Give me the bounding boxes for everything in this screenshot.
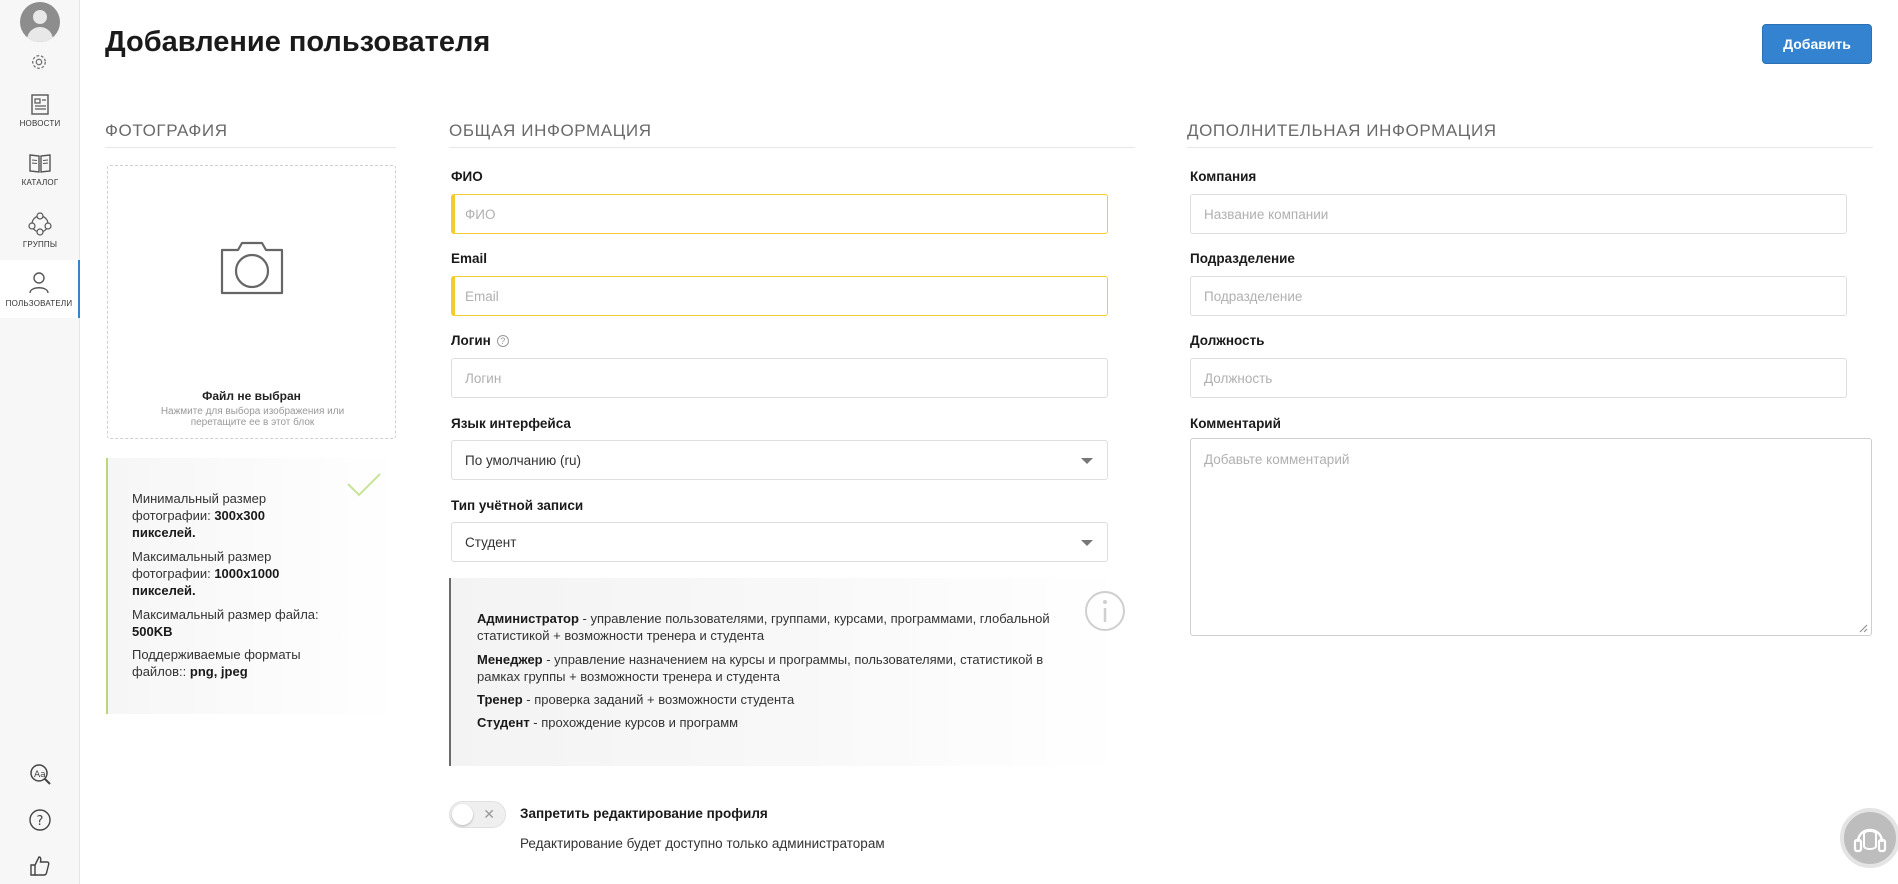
restrict-edit-toggle[interactable] — [449, 801, 506, 828]
role-manager: Менеджер - управление назначением на курсы и программы, пользователями, статистикой в рамках группы + возможности тренера и студента — [477, 652, 1044, 684]
no-file-label: Файл не выбран — [202, 389, 301, 403]
add-button[interactable]: Добавить — [1762, 24, 1872, 64]
company-input[interactable] — [1190, 194, 1847, 234]
photo-dropzone[interactable] — [107, 165, 396, 439]
close-icon: ✕ — [483, 806, 495, 822]
department-input[interactable] — [1190, 276, 1847, 316]
users-icon — [26, 270, 52, 296]
company-label: Компания — [1190, 169, 1257, 184]
comment-textarea[interactable] — [1190, 438, 1872, 636]
requirement-max-size: Максимальный размер фотографии: 1000x1000 пикселей. — [132, 549, 280, 598]
restrict-edit-label: Запретить редактирование профиля — [520, 806, 768, 821]
svg-text:?: ? — [36, 814, 44, 829]
account-type-label: Тип учётной записи — [451, 498, 584, 513]
role-admin: Администратор - управление пользователями, группами, курсами, программами, глобальной статистикой + возможности тренера и студента — [477, 611, 1050, 643]
role-student: Студент - прохождение курсов и программ — [477, 715, 739, 730]
info-icon — [1084, 590, 1126, 632]
requirement-file-size: Максимальный размер файла: 500KB — [132, 607, 319, 639]
department-label: Подразделение — [1190, 251, 1295, 266]
position-input[interactable] — [1190, 358, 1847, 398]
sidebar-item-users[interactable] — [0, 260, 80, 318]
email-input[interactable] — [451, 276, 1108, 316]
font-size-icon[interactable] — [28, 762, 52, 786]
sidebar-item-label: КАТАЛОГ — [21, 178, 59, 187]
dropzone-hint: Нажмите для выбора изображения или перетащите ее в этот блок — [160, 406, 345, 428]
like-icon[interactable] — [28, 854, 52, 878]
language-select-value: По умолчанию (ru) — [465, 453, 582, 468]
support-chat-button[interactable] — [1840, 808, 1898, 868]
user-avatar[interactable] — [20, 2, 60, 42]
additional-section-title: ДОПОЛНИТЕЛЬНАЯ ИНФОРМАЦИЯ — [1187, 121, 1873, 148]
roles-description — [449, 578, 1124, 766]
camera-icon — [220, 241, 284, 295]
help-icon[interactable] — [28, 808, 52, 832]
chevron-down-icon — [1081, 540, 1093, 546]
checkmark-icon — [346, 472, 382, 498]
email-label: Email — [451, 251, 488, 266]
account-type-select-value: Студент — [465, 535, 517, 550]
requirement-min-size: Минимальный размер фотографии: 300x300 пикселей. — [132, 491, 267, 540]
svg-text:Aa: Aa — [34, 770, 46, 780]
sidebar-item-label: ГРУППЫ — [22, 240, 58, 249]
login-label-row — [451, 333, 509, 348]
headset-icon — [1844, 812, 1896, 864]
catalog-icon — [27, 151, 53, 175]
chevron-down-icon — [1081, 458, 1093, 464]
restrict-edit-hint: Редактирование будет доступно только администраторам — [520, 836, 885, 851]
photo-section-title: ФОТОГРАФИЯ — [105, 121, 396, 148]
settings-gear-icon[interactable] — [30, 53, 48, 71]
sidebar-item-label: НОВОСТИ — [19, 119, 61, 128]
fio-label: ФИО — [451, 169, 483, 184]
comment-label: Комментарий — [1190, 416, 1281, 431]
sidebar — [0, 0, 80, 884]
login-input[interactable] — [451, 358, 1108, 398]
login-label: Логин — [451, 333, 491, 348]
sidebar-item-catalog[interactable] — [0, 151, 80, 209]
resize-handle-icon[interactable] — [1859, 624, 1868, 633]
sidebar-item-news[interactable] — [0, 92, 80, 150]
toggle-knob — [452, 804, 473, 825]
language-label: Язык интерфейса — [451, 416, 571, 431]
page-title: Добавление пользователя — [105, 26, 491, 58]
general-section-title: ОБЩАЯ ИНФОРМАЦИЯ — [449, 121, 1135, 148]
requirement-formats: Поддерживаемые форматы файлов:: png, jpeg — [132, 647, 301, 679]
login-help-icon[interactable]: ? — [497, 335, 509, 347]
sidebar-item-label: ПОЛЬЗОВАТЕЛИ — [5, 299, 73, 308]
account-type-select[interactable] — [451, 522, 1108, 562]
news-icon — [28, 92, 52, 116]
photo-requirements — [106, 458, 398, 714]
position-label: Должность — [1190, 333, 1265, 348]
fio-input[interactable] — [451, 194, 1108, 234]
role-trainer: Тренер - проверка заданий + возможности студента — [477, 692, 795, 707]
groups-icon — [27, 211, 53, 237]
language-select[interactable] — [451, 440, 1108, 480]
